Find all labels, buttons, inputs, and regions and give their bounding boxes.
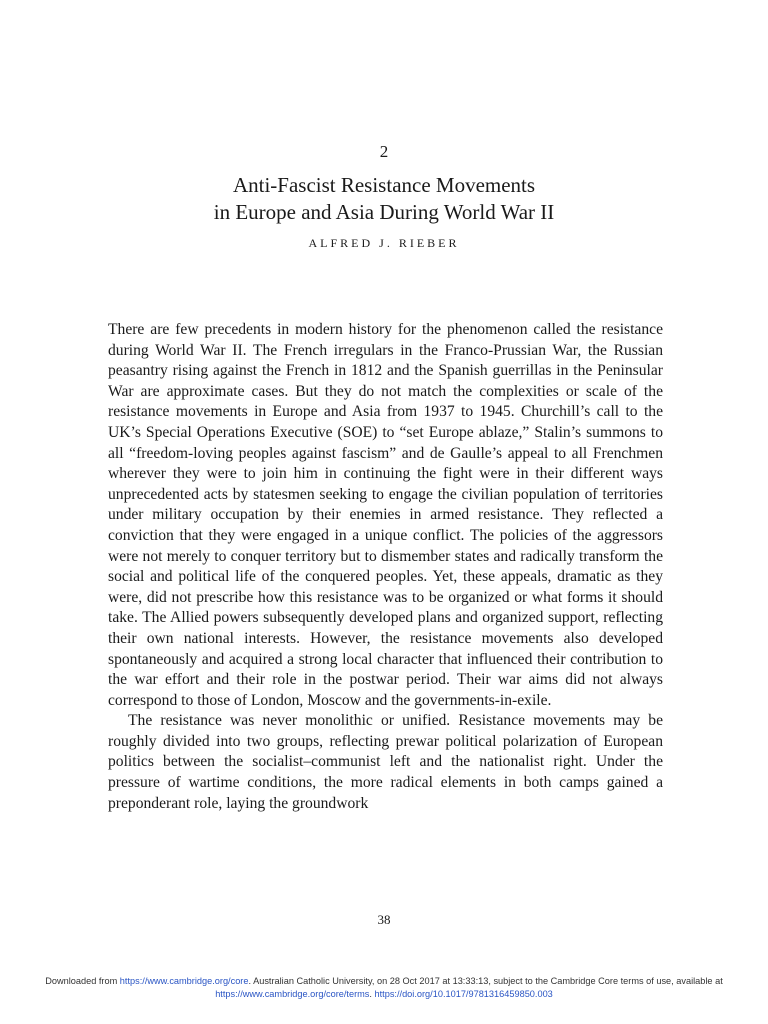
download-footer	[30, 975, 738, 1001]
footer-text-3: .	[369, 989, 375, 999]
body-text	[108, 320, 663, 814]
footer-text-1: Downloaded from	[45, 976, 120, 986]
paragraph-1: There are few precedents in modern history for the phenomenon called the resistance during World War II. The French irregulars in the Franco-Prussian War, the Russian peasantry rising against the French in 1812 and the Spanish guerrillas in the Peninsular War are approximate cases. But they do not match the complexities or scale of the resistance movements in Europe and Asia from 1937 to 1945. Churchill’s call to the UK’s Special Operations Executive (SOE) to “set Europe ablaze,” Stalin’s summons to all “freedom-loving peoples against fascism” and de Gaulle’s appeal to all Frenchmen wherever they were to join him in continuing the fight were in their different ways unprecedented acts by statesmen seeking to engage the civilian population of territories under military occupation by their enemies in armed resistance. They reflected a conviction that they were engaged in a unique conflict. The policies of the aggressors were not merely to conquer territory but to dismember states and radically transform the social and political life of the conquered peoples. Yet, these appeals, dramatic as they were, did not prescribe how this resistance was to be organized or what forms it should take. The Allied powers subsequently developed plans and organized support, reflecting their own national interests. However, the resistance movements also developed spontaneously and acquired a strong local character that influenced their contribution to the war effort and their role in the postwar period. Their war aims did not always correspond to those of London, Moscow and the governments-in-exile.	[108, 321, 663, 709]
chapter-number: 2	[379, 142, 389, 161]
page-number: 38	[377, 912, 391, 927]
footer-link-core[interactable]: https://www.cambridge.org/core	[119, 976, 249, 986]
paragraph-2: The resistance was never monolithic or unified. Resistance movements may be roughly divided into two groups, reflecting prewar political polarization of European politics between the socialist–communist left and the nationalist right. Under the pressure of wartime conditions, the more radical elements in both camps gained a preponderant role, laying the groundwork	[108, 712, 663, 812]
chapter-title-line-2: in Europe and Asia During World War II	[213, 200, 555, 224]
footer-link-doi[interactable]: https://doi.org/10.1017/9781316459850.003	[374, 989, 553, 999]
author-name: ALFRED J. RIEBER	[308, 236, 460, 250]
footer-link-terms[interactable]: https://www.cambridge.org/core/terms	[215, 989, 370, 999]
chapter-title	[0, 172, 768, 226]
chapter-title-line-1: Anti-Fascist Resistance Movements	[232, 173, 536, 197]
footer-text-2: . Australian Catholic University, on 28 Oct 2017 at 13:33:13, subject to the Cambridge Core terms of use, available at	[248, 976, 723, 986]
